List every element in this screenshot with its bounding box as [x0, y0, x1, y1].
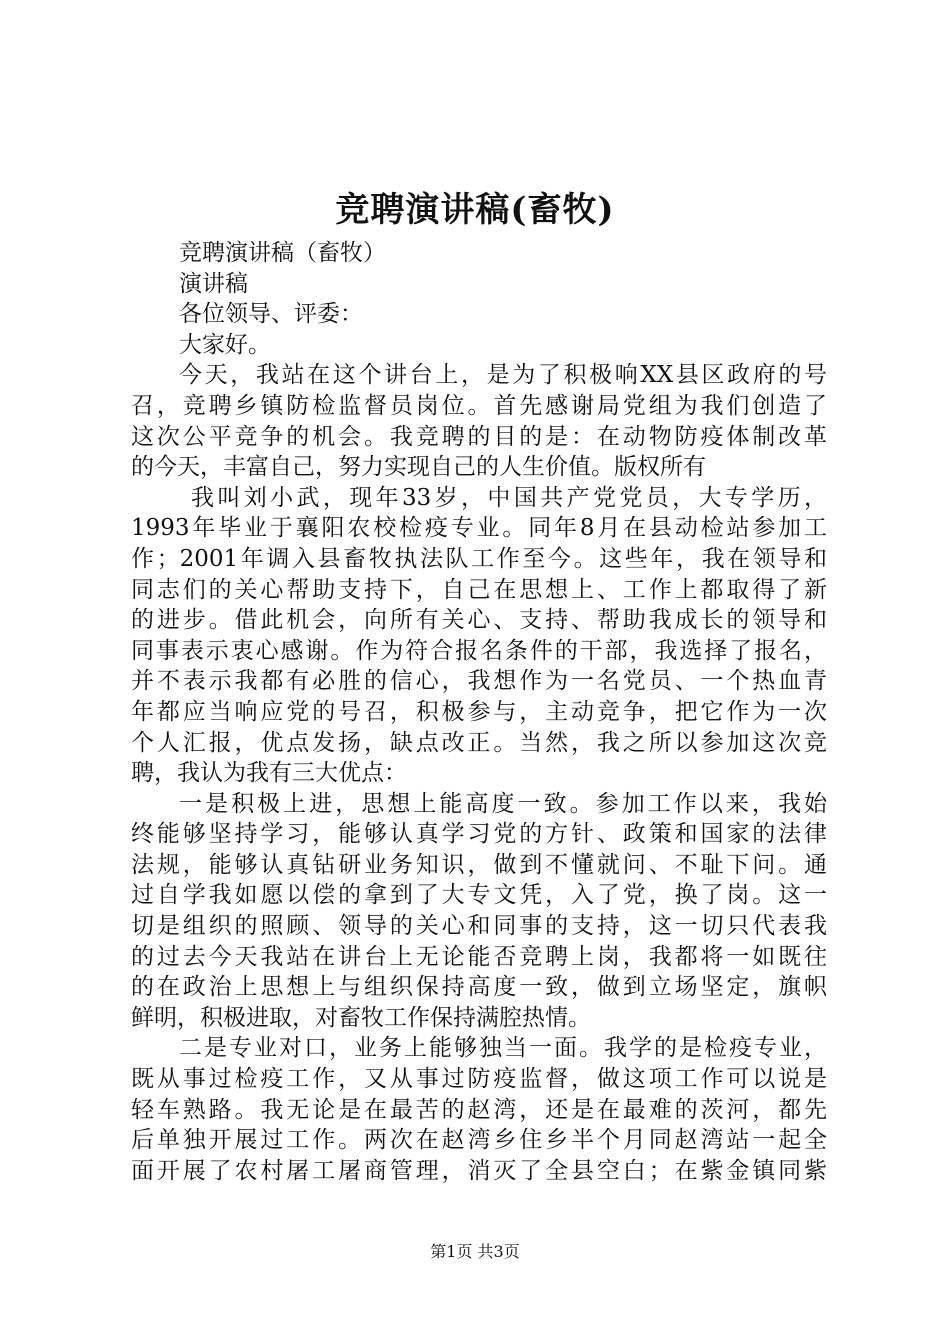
text-line: 面开展了农村屠工屠商管理，消灭了全县空白；在紫金镇同紫 — [131, 1157, 827, 1184]
text-line: 二是专业对口，业务上能够独当一面。我学的是检疫专业， — [179, 1035, 827, 1062]
text-line: 轻车熟路。我无论是在最苦的赵湾，还是在最难的茨河，都先 — [131, 1096, 827, 1123]
text-line: 的在政治上思想上与组织保持高度一致，做到立场坚定，旗帜 — [131, 974, 827, 1001]
text-line: 的今天，丰富自己，努力实现自己的人生价值。版权所有 — [131, 454, 706, 481]
text-line: 后单独开展过工作。两次在赵湾乡住乡半个月同赵湾站一起全 — [131, 1127, 827, 1154]
text-line: 召，竞聘乡镇防检监督员岗位。首先感谢局党组为我们创造了 — [131, 392, 827, 419]
text-line: 的进步。借此机会，向所有关心、支持、帮助我成长的领导和 — [131, 607, 827, 634]
text-line: 终能够坚持学习，能够认真学习党的方针、政策和国家的法律 — [131, 821, 827, 848]
document-title: 竞聘演讲稿(畜牧) — [335, 190, 615, 230]
text-line: 我叫刘小武，现年33岁，中国共产党党员，大专学历， — [191, 484, 827, 511]
text-line: 的过去今天我站在讲台上无论能否竞聘上岗，我都将一如既往 — [131, 943, 827, 970]
text-line: 个人汇报，优点发扬，缺点改正。当然，我之所以参加这次竞 — [131, 729, 827, 756]
text-line: 一是积极上进，思想上能高度一致。参加工作以来，我始 — [179, 790, 827, 817]
text-line: 1993年毕业于襄阳农校检疫专业。同年8月在县动检站参加工 — [131, 515, 827, 542]
text-line: 聘，我认为我有三大优点： — [131, 760, 407, 787]
text-line: 竞聘演讲稿（畜牧） — [179, 240, 386, 266]
text-line: 同志们的关心帮助支持下，自己在思想上、工作上都取得了新 — [131, 576, 827, 603]
text-line: 年都应当响应党的号召，积极参与，主动竞争，把它作为一次 — [131, 698, 827, 725]
text-line: 并不表示我都有必胜的信心，我想作为一名党员、一个热血青 — [131, 668, 827, 695]
text-line: 既从事过检疫工作，又从事过防疫监督，做这项工作可以说是 — [131, 1066, 827, 1093]
page-footer: 第1页 共3页 — [430, 1242, 520, 1261]
text-line: 法规，能够认真钻研业务知识，做到不懂就问、不耻下问。通 — [131, 851, 827, 878]
text-line: 作；2001年调入县畜牧执法队工作至今。这些年，我在领导和 — [131, 545, 827, 572]
text-line: 切是组织的照顾、领导的关心和同事的支持，这一切只代表我 — [131, 913, 827, 940]
document-body — [131, 238, 827, 1186]
text-line: 今天，我站在这个讲台上，是为了积极响XX县区政府的号 — [179, 362, 827, 389]
text-line: 这次公平竞争的机会。我竞聘的目的是：在动物防疫体制改革 — [131, 423, 827, 450]
text-line: 同事表示衷心感谢。作为符合报名条件的干部，我选择了报名， — [131, 637, 827, 664]
text-line: 鲜明，积极进取，对畜牧工作保持满腔热情。 — [131, 1004, 591, 1031]
text-line: 各位领导、评委： — [179, 301, 363, 328]
text-line: 过自学我如愿以偿的拿到了大专文凭，入了党，换了岗。这一 — [131, 882, 827, 909]
text-line: 大家好。 — [179, 331, 271, 358]
text-line: 演讲稿 — [179, 270, 248, 297]
